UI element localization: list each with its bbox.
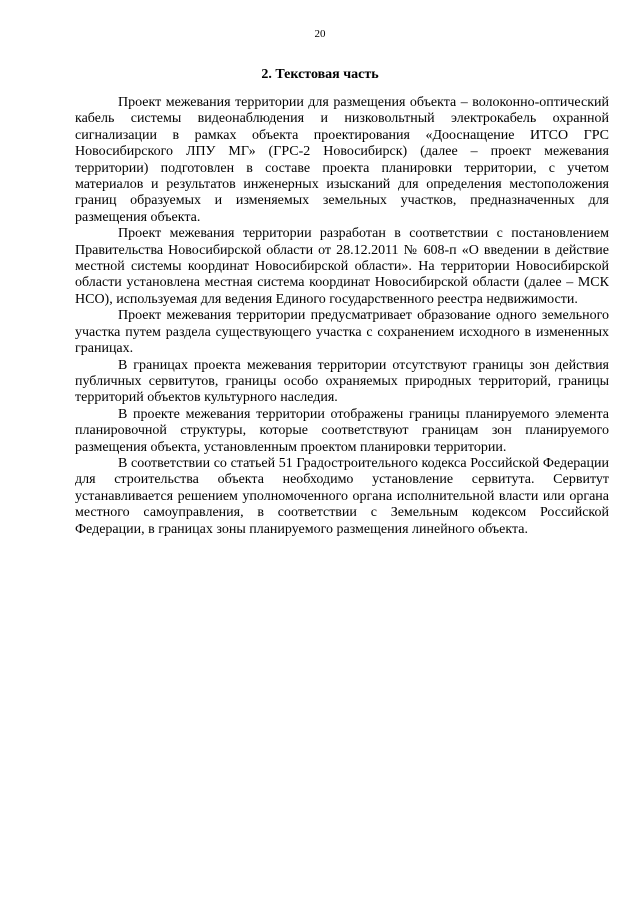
paragraph-project-purpose: Проект межевания территории для размещения объекта – волоконно-оптический кабель системы видеонаблюдения и низковольтный электрокабель охранной сигнализации в рамках объекта проектирования «Дооснащение ИТСО ГРС Новосибирского ЛПУ МГ» (ГРС-2 Новосибирск) (далее – проект межевания территории) подготовлен в составе проекта планировки территории, с учетом материалов и результатов инженерных изысканий для определения местоположения границ образуемых и изменяемых земельных участков, предназначенных для размещения объекта.: [75, 95, 609, 225]
paragraph-servitude: В соответствии со статьей 51 Градостроительного кодекса Российской Федерации для строительства объекта необходимо установление сервитута. Сервитут устанавливается решением уполномоченного органа исполнительной власти или органа местного самоуправления, в соответствии с Земельным кодексом Российской Федерации, в границах зоны планируемого размещения линейного объекта.: [75, 455, 609, 537]
paragraph-land-plot-formation: Проект межевания территории предусматривает образование одного земельного участка путем раздела существующего участка с сохранением исходного в измененных границах.: [75, 308, 609, 357]
page-number: 20: [314, 28, 326, 40]
paragraph-planning-boundaries: В проекте межевания территории отображены границы планируемого элемента планировочной структуры, которые соответствуют границам зон планируемого размещения объекта, установленным проектом планировки территории.: [75, 406, 609, 455]
section-title: 2. Текстовая часть: [261, 67, 379, 82]
paragraph-coordinate-system: Проект межевания территории разработан в соответствии с постановлением Правительства Новосибирской области от 28.12.2011 № 608-п «О введении в действие местной системы координат Новосибирской области». На территории Новосибирской области установлена местная система координат Новосибирской области (далее – МСК НСО), используемая для ведения Единого государственного реестра недвижимости.: [75, 226, 609, 307]
paragraph-absent-zones: В границах проекта межевания территории отсутствуют границы зон действия публичных сервитутов, границы особо охраняемых природных территорий, границы территорий объектов культурного наследия.: [75, 357, 609, 406]
document-body: [75, 95, 609, 538]
